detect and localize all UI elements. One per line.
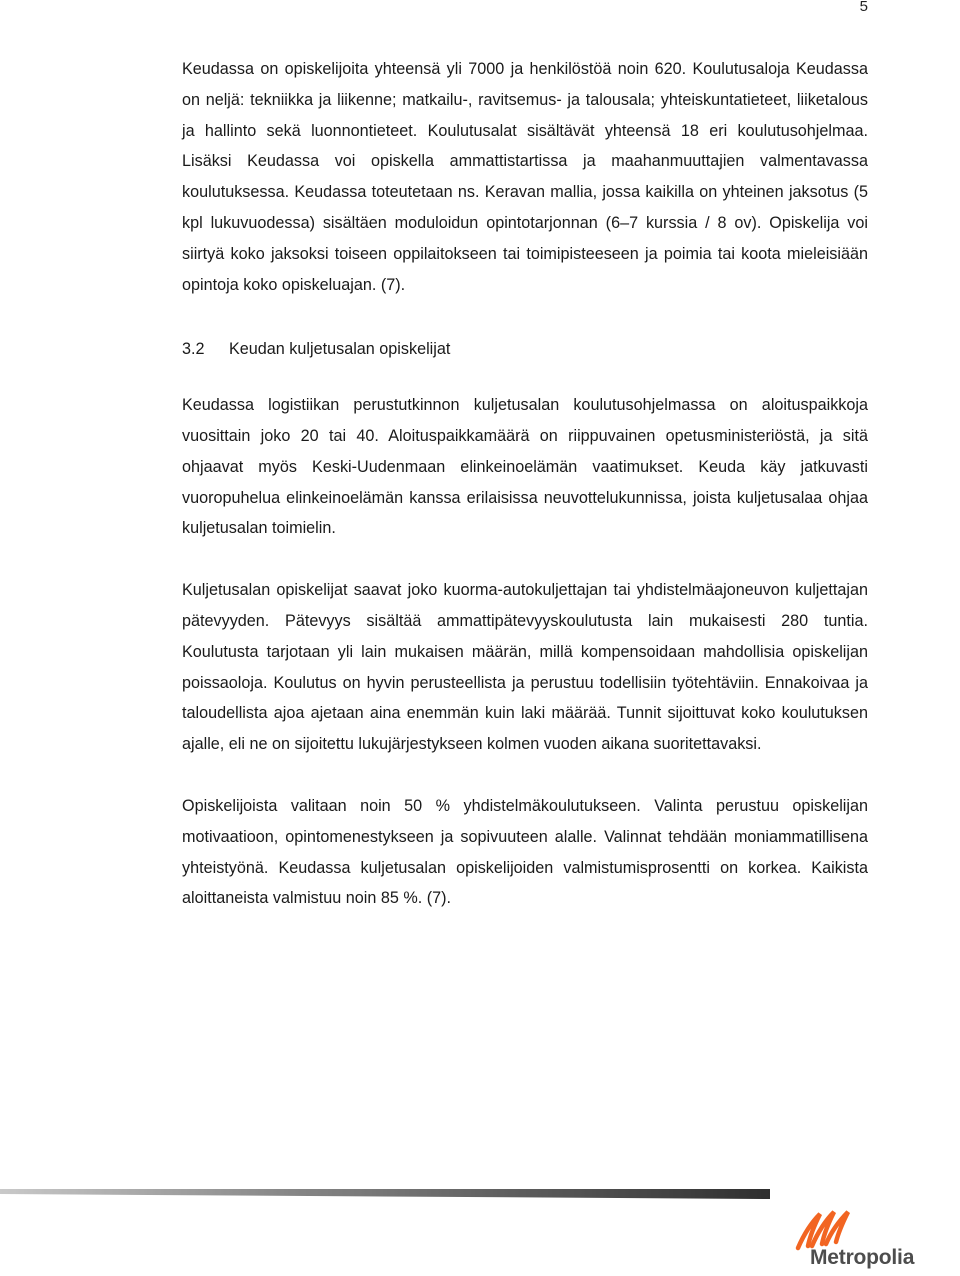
section-heading [182, 334, 868, 365]
footer-rule [0, 1188, 770, 1200]
paragraph-intro: Keudassa on opiskelijoita yhteensä yli 7000 ja henkilöstöä noin 620. Koulutusaloja Keudassa on neljä: tekniikka ja liikenne; matkailu-, ravitsemus- ja talousala; yhteiskuntatieteet, liiketalous ja hallinto sekä luonnontieteet. Koulutusalat sisältävät yhteensä 18 eri koulutusohjelmaa. Lisäksi Keudassa voi opiskella ammattistartissa ja maahanmuuttajien valmentavassa koulutuksessa. Keudassa toteutetaan ns. Keravan mallia, jossa kaikilla on yhteinen jaksotus (5 kpl lukuvuodessa) sisältäen moduloidun opintotarjonnan (6–7 kurssia / 8 ov). Opiskelija voi siirtyä koko jaksoksi toiseen oppilaitokseen tai toimipisteeseen ja poimia tai koota mieleisiään opintoja koko opiskeluajan. (7). [182, 60, 868, 294]
paragraph-qualifications: Kuljetusalan opiskelijat saavat joko kuorma-autokuljettajan tai yhdistelmäajoneuvon kuljettajan pätevyyden. Pätevyys sisältää ammattipätevyyskoulutusta lain mukaisesti 280 tuntia. Koulutusta tarjotaan yli lain mukaisen määrän, millä kompensoidaan mahdollisia opiskelijan poissaoloja. Koulutus on hyvin perusteellista ja perustuu todellisiin työtehtäviin. Ennakoivaa ja taloudellista ajoa ajetaan aina enemmän kuin laki määrää. Tunnit sijoittuvat koko koulutuksen ajalle, eli ne on sijoitettu lukujärjestykseen kolmen vuoden aikana suoritettavaksi. [182, 581, 868, 754]
section-title: Keudan kuljetusalan opiskelijat [229, 340, 451, 359]
page-number: 5 [859, 0, 868, 15]
paragraph-selection: Opiskelijoista valitaan noin 50 % yhdistelmäkoulutukseen. Valinta perustuu opiskelijan motivaatioon, opintomenestykseen ja sopivuuteen alalle. Valinnat tehdään moniammatillisena yhteistyönä. Keudassa kuljetusalan opiskelijoiden valmistumisprosentti on korkea. Kaikista aloittaneista valmistuu noin 85 %. (7). [182, 796, 868, 908]
document-body [182, 54, 868, 914]
section-number: 3.2 [182, 340, 205, 359]
logo-wordmark: Metropolia [810, 1246, 915, 1269]
paragraph-admissions: Keudassa logistiikan perustutkinnon kuljetusalan koulutusohjelmassa on aloituspaikkoja vuosittain joko 20 tai 40. Aloituspaikkamäärä on riippuvainen opetusministeriöstä, ja sitä ohjaavat myös Keski-Uudenmaan elinkeinoelämän vaatimukset. Keuda käy jatkuvasti vuoropuhelua elinkeinoelämän kanssa erilaisissa neuvottelukunnissa, joista kuljetusalaa ohjaa kuljetusalan toimielin. [182, 396, 868, 538]
